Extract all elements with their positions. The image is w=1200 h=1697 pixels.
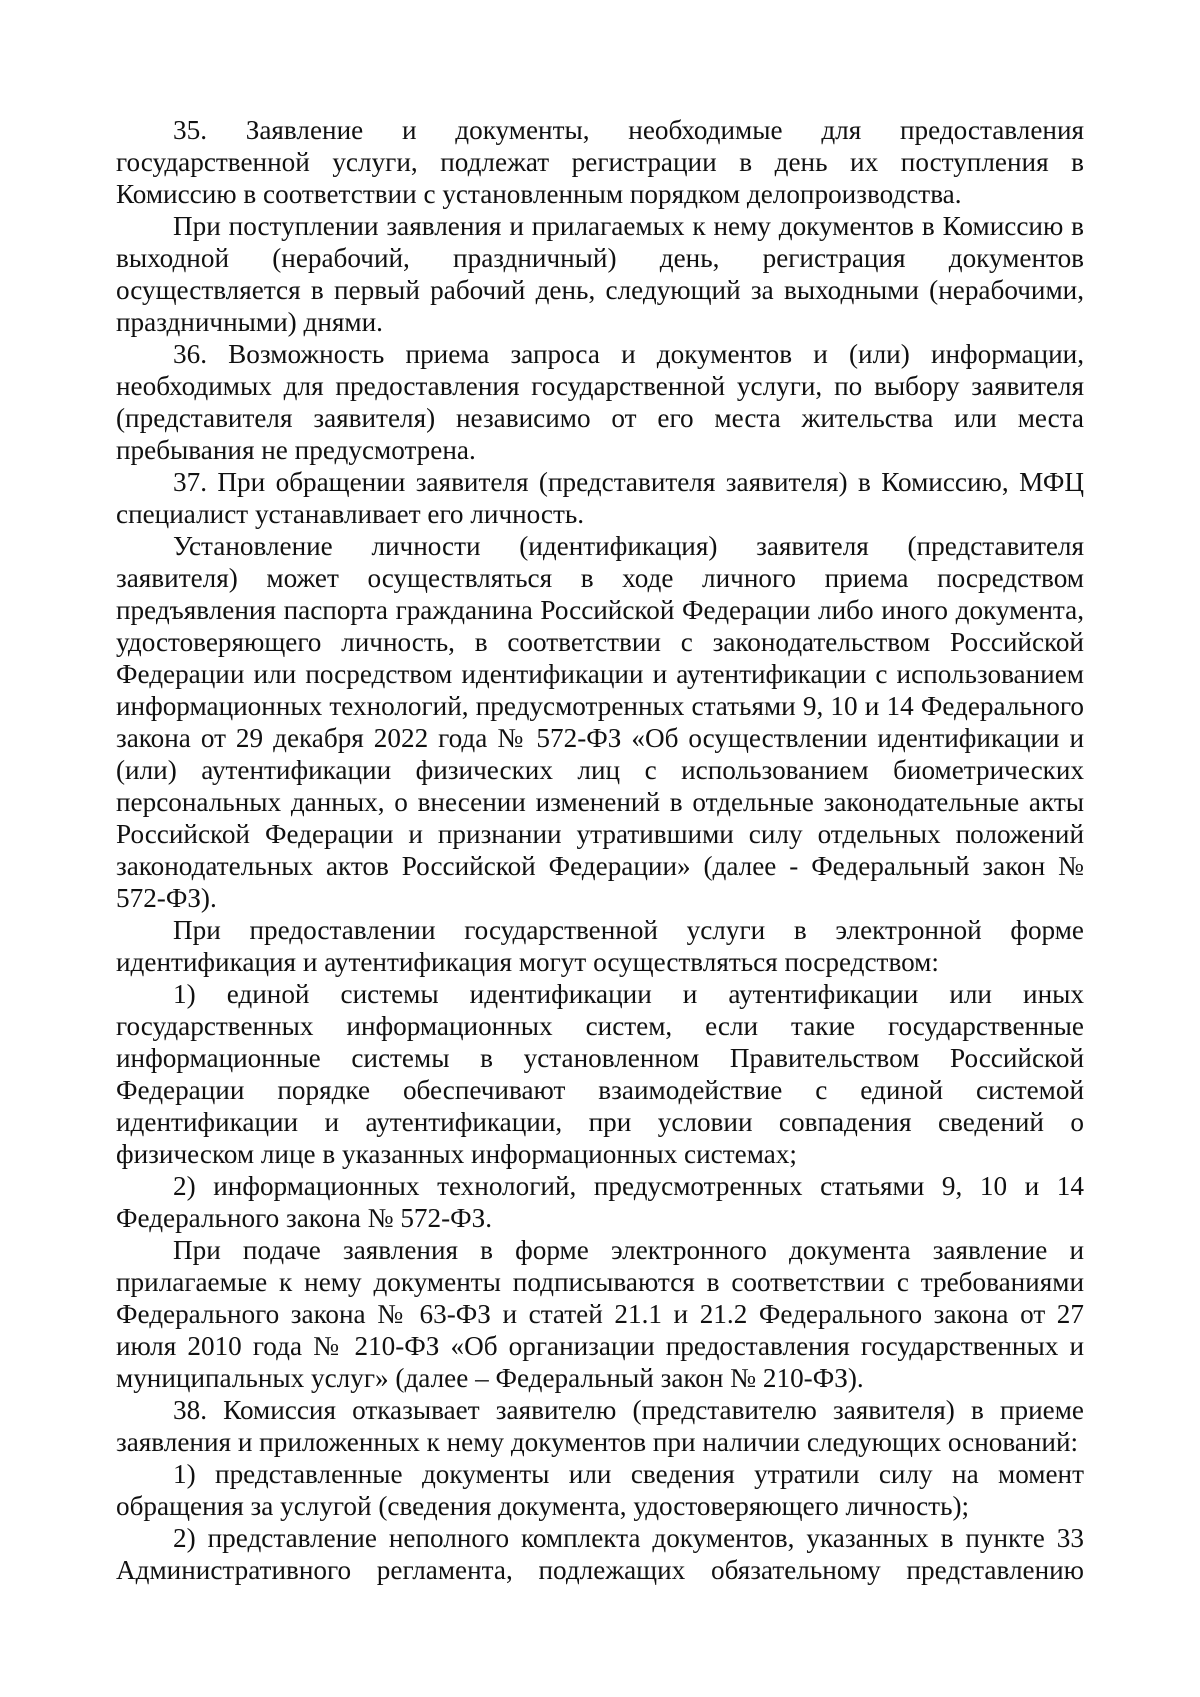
paragraph-37-item-2: 2) информационных технологий, предусмотренных статьями 9, 10 и 14 Федерального закона № 572-ФЗ. [116,1171,1084,1233]
paragraph-38: 38. Комиссия отказывает заявителю (представителю заявителя) в приеме заявления и приложенных к нему документов при наличии следующих оснований: [116,1395,1084,1457]
paragraph-38-item-1: 1) представленные документы или сведения утратили силу на момент обращения за услугой (сведения документа, удостоверяющего личность); [116,1459,1084,1521]
paragraph-37-item-1: 1) единой системы идентификации и аутентификации или иных государственных информационных систем, если такие государственные информационные системы в установленном Правительством Российской Федерации порядке обеспечивают взаимодействие с единой системой идентификации и аутентификации, при условии совпадения сведений о физическом лице в указанных информационных системах; [116,979,1084,1169]
paragraph-37-electronic-form: При предоставлении государственной услуги в электронной форме идентификация и аутентификация могут осуществляться посредством: [116,915,1084,977]
paragraph-38-item-2: 2) представление неполного комплекта документов, указанных в пункте 33 Административного регламента, подлежащих обязательному представлению [116,1523,1084,1585]
paragraph-36: 36. Возможность приема запроса и документов и (или) информации, необходимых для предоставления государственной услуги, по выбору заявителя (представителя заявителя) независимо от его места жительства или места пребывания не предусмотрена. [116,339,1084,465]
paragraph-37-electronic-signature: При подаче заявления в форме электронного документа заявление и прилагаемые к нему документы подписываются в соответствии с требованиями Федерального закона № 63-ФЗ и статей 21.1 и 21.2 Федерального закона от 27 июля 2010 года № 210-ФЗ «Об организации предоставления государственных и муниципальных услуг» (далее – Федеральный закон № 210-ФЗ). [116,1235,1084,1393]
paragraph-35: 35. Заявление и документы, необходимые для предоставления государственной услуги, подлежат регистрации в день их поступления в Комиссию в соответствии с установленным порядком делопроизводства. [116,115,1084,209]
document-body [116,114,1084,1586]
paragraph-35-weekend-registration: При поступлении заявления и прилагаемых к нему документов в Комиссию в выходной (нерабочий, праздничный) день, регистрация документов осуществляется в первый рабочий день, следующий за выходными (нерабочими, праздничными) днями. [116,211,1084,337]
paragraph-37-identification: Установление личности (идентификация) заявителя (представителя заявителя) может осуществляться в ходе личного приема посредством предъявления паспорта гражданина Российской Федерации либо иного документа, удостоверяющего личность, в соответствии с законодательством Российской Федерации или посредством идентификации и аутентификации с использованием информационных технологий, предусмотренных статьями 9, 10 и 14 Федерального закона от 29 декабря 2022 года № 572-ФЗ «Об осуществлении идентификации и (или) аутентификации физических лиц с использованием биометрических персональных данных, о внесении изменений в отдельные законодательные акты Российской Федерации и признании утратившими силу отдельных положений законодательных актов Российской Федерации» (далее - Федеральный закон № 572-ФЗ). [116,531,1084,913]
paragraph-37: 37. При обращении заявителя (представителя заявителя) в Комиссию, МФЦ специалист устанавливает его личность. [116,467,1084,529]
